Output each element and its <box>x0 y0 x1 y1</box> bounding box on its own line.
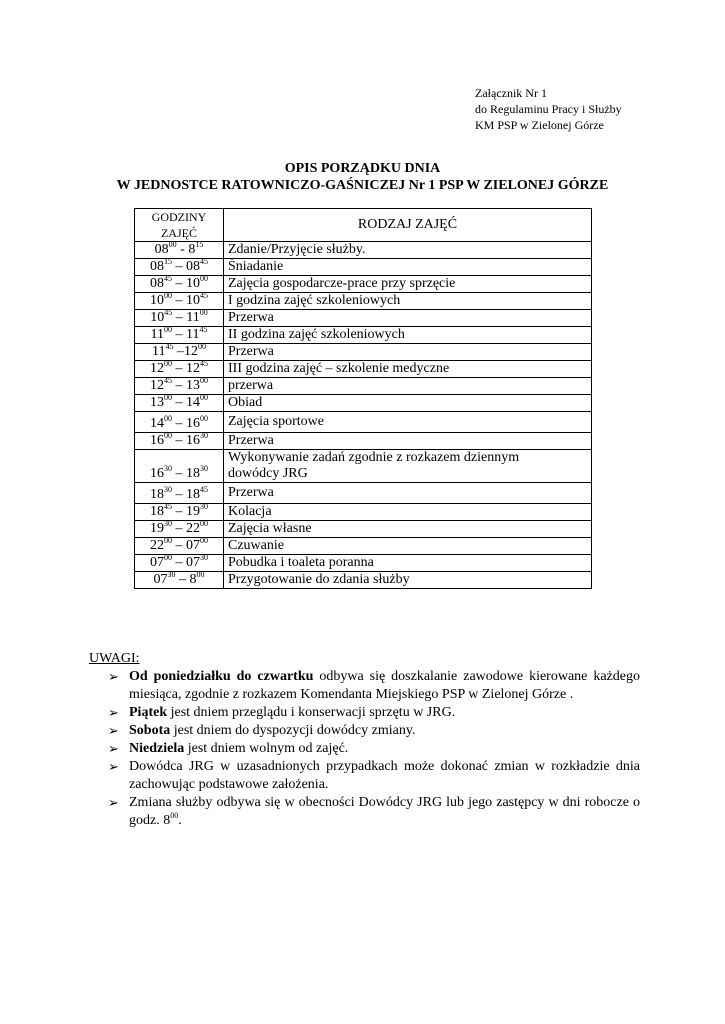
time-separator: – <box>172 487 186 502</box>
note-bold-text: Sobota <box>129 723 171 738</box>
schedule-table <box>134 208 592 589</box>
time-to-minute: 00 <box>197 342 206 351</box>
table-row <box>135 395 592 412</box>
time-to-minute: 00 <box>196 570 205 579</box>
time-from-hour: 11 <box>152 344 166 359</box>
time-cell <box>135 242 224 259</box>
time-cell <box>135 259 224 276</box>
time-from-hour: 13 <box>150 395 164 410</box>
time-separator: - <box>176 242 189 257</box>
activity-cell <box>224 361 592 378</box>
time-to-hour: 18 <box>186 487 200 502</box>
time-to-hour: 12 <box>186 361 200 376</box>
time-from-minute: 00 <box>164 414 172 423</box>
time-from-minute: 30 <box>167 570 176 579</box>
activity-text: Obiad <box>228 395 263 410</box>
table-row <box>135 450 592 483</box>
table-row <box>135 242 592 259</box>
activity-text: przerwa <box>228 378 274 393</box>
note-superscript: 00 <box>170 811 179 820</box>
time-cell <box>135 361 224 378</box>
table-row <box>135 327 592 344</box>
time-from-minute: 00 <box>164 431 172 440</box>
time-to-hour: 8 <box>188 242 196 257</box>
attachment-line-1: Załącznik Nr 1 <box>475 86 547 100</box>
time-to-hour: 14 <box>186 395 200 410</box>
time-from-minute: 00 <box>164 536 172 545</box>
attachment-line-2: do Regulaminu Pracy i Służby <box>475 102 622 116</box>
time-to-hour: 07 <box>186 538 200 553</box>
time-separator: – <box>172 521 186 536</box>
table-header-row <box>135 209 592 242</box>
activity-text: Zdanie/Przyjęcie służby. <box>228 242 366 257</box>
time-to-hour: 22 <box>186 521 200 536</box>
time-cell <box>135 395 224 412</box>
notes-section <box>89 650 640 830</box>
table-row <box>135 538 592 555</box>
table-row <box>135 504 592 521</box>
time-from-minute: 45 <box>164 274 172 283</box>
time-from-minute: 00 <box>164 393 172 402</box>
time-to-minute: 00 <box>200 536 208 545</box>
table-row <box>135 572 592 589</box>
time-to-minute: 15 <box>195 240 204 249</box>
time-from-minute: 45 <box>165 342 174 351</box>
time-from-hour: 16 <box>150 466 164 481</box>
activity-text-continued: dowódcy JRG <box>228 466 308 481</box>
activity-cell <box>224 395 592 412</box>
note-bold-text: Niedziela <box>129 741 185 756</box>
header-time-line-2: ZAJĘĆ <box>161 226 197 240</box>
time-separator: – <box>172 538 186 553</box>
time-separator: – <box>172 555 186 570</box>
document-title <box>0 160 725 194</box>
time-from-hour: 08 <box>154 242 169 257</box>
time-separator: – <box>172 276 186 291</box>
time-from-minute: 45 <box>164 502 172 511</box>
time-from-minute: 00 <box>164 553 172 562</box>
activity-cell <box>224 259 592 276</box>
time-to-hour: 19 <box>186 504 200 519</box>
activity-cell <box>224 242 592 259</box>
activity-text: Zajęcia własne <box>228 521 312 536</box>
time-to-hour: 08 <box>186 259 200 274</box>
arrow-bullet-icon: ➢ <box>108 705 119 720</box>
arrow-bullet-icon: ➢ <box>108 759 119 774</box>
title-line-2: W JEDNOSTCE RATOWNICZO-GAŚNICZEJ Nr 1 PSP W ZIELONEJ GÓRZE <box>116 178 609 193</box>
activity-cell <box>224 310 592 327</box>
time-to-hour: 10 <box>186 293 200 308</box>
note-item <box>89 740 640 758</box>
time-separator: – <box>173 344 184 359</box>
time-separator: – <box>172 361 186 376</box>
activity-text: Kolacja <box>228 504 272 519</box>
table-row <box>135 344 592 361</box>
time-separator: – <box>172 466 186 481</box>
schedule-body <box>135 242 592 589</box>
time-cell <box>135 378 224 395</box>
time-to-hour: 16 <box>186 433 200 448</box>
time-cell <box>135 572 224 589</box>
note-item <box>89 704 640 722</box>
time-to-hour: 16 <box>186 416 200 431</box>
time-from-minute: 30 <box>164 519 172 528</box>
time-from-hour: 08 <box>150 276 164 291</box>
activity-text: Przerwa <box>228 344 274 359</box>
time-separator: – <box>172 327 186 342</box>
table-row <box>135 412 592 433</box>
time-cell <box>135 344 224 361</box>
note-item <box>89 668 640 704</box>
activity-cell <box>224 521 592 538</box>
attachment-note <box>475 85 622 133</box>
time-from-hour: 12 <box>150 378 164 393</box>
activity-cell <box>224 538 592 555</box>
activity-text: Przerwa <box>228 485 274 500</box>
activity-text: II godzina zajęć szkoleniowych <box>228 327 405 342</box>
activity-text: I godzina zajęć szkoleniowych <box>228 293 401 308</box>
arrow-bullet-icon: ➢ <box>108 723 119 738</box>
activity-cell <box>224 504 592 521</box>
time-from-hour: 10 <box>150 293 164 308</box>
title-line-1: OPIS PORZĄDKU DNIA <box>284 161 441 176</box>
time-cell <box>135 412 224 433</box>
time-from-hour: 22 <box>150 538 164 553</box>
time-to-minute: 45 <box>200 257 208 266</box>
time-cell <box>135 310 224 327</box>
note-tail: . <box>178 813 182 828</box>
table-row <box>135 521 592 538</box>
time-to-minute: 30 <box>200 464 208 473</box>
time-separator: – <box>172 416 186 431</box>
note-bold-text: Piątek <box>129 705 168 720</box>
header-activity: RODZAJ ZAJĘĆ <box>224 209 592 242</box>
time-to-hour: 18 <box>186 466 200 481</box>
time-cell <box>135 538 224 555</box>
activity-text: Zajęcia gospodarcze-prace przy sprzęcie <box>228 276 456 291</box>
activity-text: Przerwa <box>228 433 274 448</box>
table-row <box>135 259 592 276</box>
arrow-bullet-icon: ➢ <box>108 669 119 684</box>
time-to-minute: 00 <box>200 376 208 385</box>
time-to-hour: 11 <box>186 327 200 342</box>
time-separator: – <box>172 259 186 274</box>
activity-cell <box>224 483 592 504</box>
activity-text: Wykonywanie zadań zgodnie z rozkazem dziennym <box>228 450 520 465</box>
time-cell <box>135 521 224 538</box>
note-item <box>89 722 640 740</box>
time-separator: – <box>172 395 186 410</box>
time-from-minute: 00 <box>164 359 172 368</box>
note-item <box>89 794 640 830</box>
time-cell <box>135 483 224 504</box>
time-separator: – <box>172 378 186 393</box>
activity-cell <box>224 412 592 433</box>
time-to-minute: 30 <box>200 502 208 511</box>
notes-list <box>89 668 640 830</box>
note-item <box>89 758 640 794</box>
time-to-hour: 8 <box>189 572 197 587</box>
note-text: odbywa się doszkalanie zawodowe kierowane każdego miesiąca, zgodnie z rozkazem Komendanta Miejskiego PSP w Zielonej Górze . <box>129 669 640 702</box>
activity-text: Zajęcia sportowe <box>228 414 325 429</box>
table-row <box>135 361 592 378</box>
time-separator: – <box>172 433 186 448</box>
time-from-hour: 18 <box>150 504 164 519</box>
activity-cell <box>224 293 592 310</box>
note-bold-text: Od poniedziałku do czwartku <box>129 669 314 684</box>
note-text: jest dniem do dyspozycji dowódcy zmiany. <box>170 723 416 738</box>
activity-cell <box>224 276 592 293</box>
time-separator: – <box>172 310 187 325</box>
time-cell <box>135 276 224 293</box>
activity-cell <box>224 433 592 450</box>
time-to-hour: 13 <box>186 378 200 393</box>
notes-title: UWAGI: <box>89 651 140 666</box>
time-from-hour: 11 <box>150 327 164 342</box>
note-text: Zmiana służby odbywa się w obecności Dowódcy JRG lub jego zastępcy w dni robocze o godz. 8 <box>129 795 640 828</box>
activity-cell <box>224 572 592 589</box>
table-row <box>135 433 592 450</box>
activity-cell <box>224 450 592 483</box>
note-text: Dowódca JRG w uzasadnionych przypadkach może dokonać zmian w rozkładzie dnia zachowując podstawowe założenia. <box>129 759 640 792</box>
time-from-hour: 16 <box>150 433 164 448</box>
activity-cell <box>224 327 592 344</box>
activity-cell <box>224 555 592 572</box>
time-separator: – <box>172 293 186 308</box>
time-to-hour: 07 <box>186 555 200 570</box>
activity-text: III godzina zajęć – szkolenie medyczne <box>228 361 450 376</box>
time-to-minute: 45 <box>200 485 208 494</box>
header-time-line-1: GODZINY <box>151 210 207 224</box>
table-row <box>135 483 592 504</box>
time-from-minute: 30 <box>164 464 172 473</box>
time-from-minute: 00 <box>168 240 177 249</box>
time-cell <box>135 504 224 521</box>
time-from-hour: 19 <box>150 521 164 536</box>
time-separator: – <box>175 572 190 587</box>
time-to-minute: 30 <box>200 431 208 440</box>
arrow-bullet-icon: ➢ <box>108 741 119 756</box>
time-from-hour: 18 <box>150 487 164 502</box>
time-from-hour: 12 <box>150 361 164 376</box>
time-to-minute: 45 <box>200 291 208 300</box>
table-row <box>135 310 592 327</box>
time-cell <box>135 433 224 450</box>
time-from-minute: 45 <box>164 376 172 385</box>
time-from-hour: 14 <box>150 416 164 431</box>
time-from-hour: 07 <box>150 555 164 570</box>
arrow-bullet-icon: ➢ <box>108 795 119 810</box>
time-cell <box>135 555 224 572</box>
time-cell <box>135 450 224 483</box>
time-to-minute: 45 <box>200 359 208 368</box>
time-cell <box>135 293 224 310</box>
time-to-hour: 11 <box>186 310 200 325</box>
time-to-hour: 10 <box>186 276 200 291</box>
time-separator: – <box>172 504 186 519</box>
time-to-minute: 00 <box>200 274 208 283</box>
table-row <box>135 378 592 395</box>
table-row <box>135 293 592 310</box>
header-time <box>135 209 224 242</box>
time-to-minute: 45 <box>199 325 208 334</box>
time-to-minute: 00 <box>200 393 208 402</box>
time-to-minute: 00 <box>200 519 208 528</box>
time-from-minute: 00 <box>164 325 172 334</box>
activity-text: Przerwa <box>228 310 274 325</box>
activity-text: Śniadanie <box>228 259 284 274</box>
table-row <box>135 555 592 572</box>
time-to-hour: 12 <box>183 344 198 359</box>
activity-text: Przygotowanie do zdania służby <box>228 572 410 587</box>
activity-cell <box>224 378 592 395</box>
time-from-minute: 00 <box>164 291 172 300</box>
time-from-minute: 15 <box>164 257 172 266</box>
activity-text: Pobudka i toaleta poranna <box>228 555 374 570</box>
time-from-hour: 07 <box>153 572 168 587</box>
time-to-minute: 00 <box>200 414 208 423</box>
time-from-hour: 10 <box>150 310 165 325</box>
time-from-minute: 30 <box>164 485 172 494</box>
note-text: jest dniem przeglądu i konserwacji sprzętu w JRG. <box>167 705 456 720</box>
attachment-line-3: KM PSP w Zielonej Górze <box>475 118 604 132</box>
time-cell <box>135 327 224 344</box>
time-to-minute: 00 <box>199 308 208 317</box>
time-to-minute: 30 <box>200 553 208 562</box>
time-from-minute: 45 <box>164 308 173 317</box>
note-text: jest dniem wolnym od zajęć. <box>184 741 349 756</box>
time-from-hour: 08 <box>150 259 164 274</box>
activity-cell <box>224 344 592 361</box>
table-row <box>135 276 592 293</box>
activity-text: Czuwanie <box>228 538 284 553</box>
